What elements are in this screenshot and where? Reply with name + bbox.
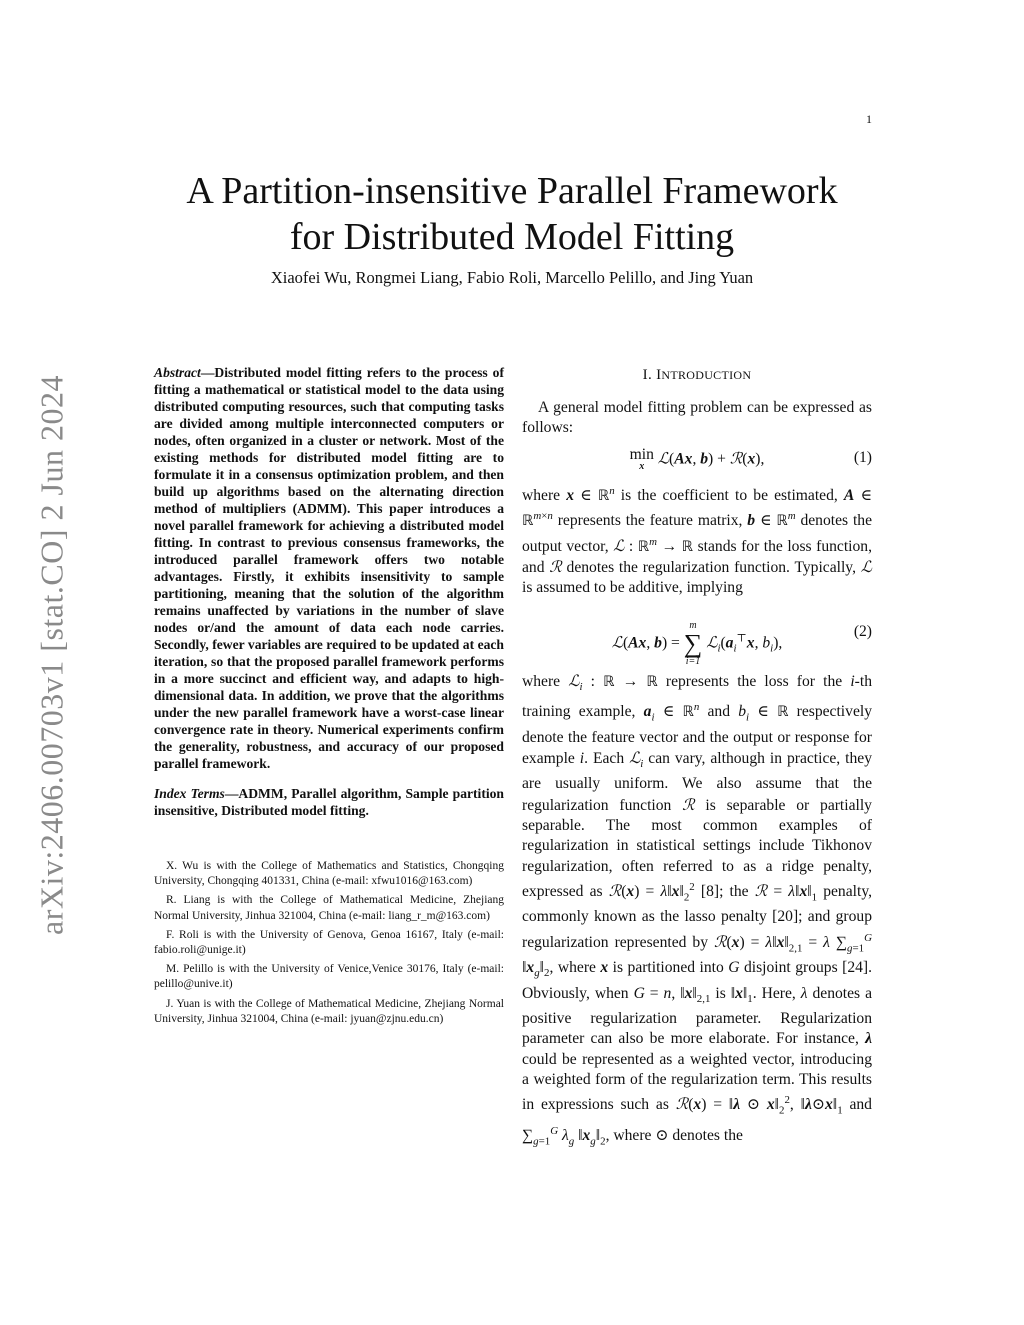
equation-1 <box>522 439 872 481</box>
intro-paragraph-2: where x ∈ ℝ$^n$ is the coefficient to be estimated, A ∈ ℝ$^{m\times n}$ represents the feature matrix, b ∈ ℝ$^m$ denotes the output vector, ℒ : ℝ$^m$ → ℝ stands for the loss function, and ℛ denotes the regularization function. Typically, ℒ is assumed to be additive, implying <box>522 484 873 597</box>
section-title-rest: NTRODUCTION <box>661 368 752 382</box>
footnote-yuan: J. Yuan is with the College of Mathematical Medicine, Zhejiang Normal University, Jinhua 321004, China (e-mail: jyuan@zjnu.edu.cn) <box>154 997 504 1025</box>
footnote-wu: X. Wu is with the College of Mathematics and Statistics, Chongqing University, Chongqing 401331, China (e-mail: xfwu1016@163.com) <box>154 860 504 888</box>
footnote-liang: R. Liang is with the College of Mathematical Medicine, Zhejiang Normal University, Jinhua 321004, China (e-mail: liang_r_m@163.com) <box>154 894 504 922</box>
abstract-lead: Abstract <box>154 365 201 380</box>
section-title-initial: I <box>656 367 662 383</box>
left-column <box>154 364 504 1031</box>
section-heading-introduction <box>522 367 872 384</box>
index-terms <box>154 785 504 819</box>
intro-paragraph-1: A general model fitting problem can be expressed as follows: <box>522 399 872 437</box>
title-line-1: A Partition-insensitive Parallel Framework <box>186 170 838 212</box>
abstract <box>154 364 504 772</box>
footnote-roli: F. Roli is with the University of Genova, Genoa 16167, Italy (e-mail: fabio.roli@unige.it) <box>154 928 504 957</box>
equation-2-number: (2) <box>853 622 872 640</box>
equation-1-number: (1) <box>853 448 872 466</box>
equation-1-body: min x ℒ(Ax, b) + ℛ(x), <box>629 445 765 473</box>
section-numeral: I. <box>642 367 653 383</box>
page-number: 1 <box>866 112 872 126</box>
footnote-pelillo: M. Pelillo is with the University of Venice,Venice 30176, Italy (e-mail: pelillo@unive.it) <box>154 963 504 991</box>
title-line-2: for Distributed Model Fitting <box>289 216 735 258</box>
equation-2-body: ℒ(Ax, b) = m ∑ i=1 $ℒ_i(a_i^⊤x$, $b_i$), <box>611 619 783 667</box>
paper-title <box>0 168 1024 260</box>
right-column <box>522 364 872 1152</box>
intro-paragraph-3: where ℒ$_i$ : ℝ → ℝ represents the loss for the i-th training example, $a_i$ ∈ ℝ$^n$ and $b_i$ ∈ ℝ respectively denote the feature vector and the output or response for example i. Each ℒ$_i$ can vary, although in practice, they are usually uniform. We also assume that the regularization function ℛ is separable or partially separable. The most common examples of regularization in statistical settings include Tikhonov regularization, often referred to as a ridge penalty, expressed as ℛ(x) = $\lambda‖x‖_2^2$ [8]; the ℛ = $\lambda‖x‖_1$ penalty, commonly known as the lasso penalty [20]; and group regularization represented by ℛ(x) = $\lambda‖x‖_{2,1} = \lambda$ $\sum_{g=1}^G$ $‖x_g‖_2$, where x is partitioned into G disjoint groups [24]. Obviously, when G = n, $‖x‖_{2,1}$ is $‖x‖_1$. Here, λ denotes a positive regularization parameter. Regularization parameter can also be more elaborate. For instance, λ could be represented as a weighted vector, introducing a weighted form of the regularization term. This results in expressions such as ℛ(x) = ‖λ ⊙ $x‖_2^2$, $‖\lambda⊙x‖_1$ and $\sum_{g=1}^G$ $\lambda_g$ $‖x_g‖_2$, where ⊙ denotes the <box>522 671 873 1148</box>
author-affiliations <box>154 859 504 1027</box>
author-list: Xiaofei Wu, Rongmei Liang, Fabio Roli, Marcello Pelillo, and Jing Yuan <box>270 268 754 287</box>
equation-2 <box>522 599 872 671</box>
index-terms-text: —ADMM, Parallel algorithm, Sample partition insensitive, Distributed model fitting. <box>154 786 504 818</box>
arxiv-identifier-stamp: arXiv:2406.00703v1 [stat.CO] 2 Jun 2024 <box>33 375 70 935</box>
abstract-text: —Distributed model fitting refers to the process of fitting a mathematical or statistical model to the data using distributed computing resources, such that computing tasks are divided among multiple interconnected computers or nodes, often organized in a cluster or network. Most of the existing methods for distributed model fitting are to formulate it in a consensus optimization problem, and then build up algorithms based on the alternating direction method of multipliers (ADMM). This paper introduces a novel parallel framework for achieving a distributed model fitting. In contrast to previous consensus frameworks, the introduced parallel framework offers two notable advantages. Firstly, it exhibits insensitivity to sample partitioning, meaning that the solution of the algorithm remains unaffected by variations in the number of slave nodes or/and the amount of data each node carries. Secondly, fewer variables are required to be updated at each iteration, so that the proposed parallel framework performs in a more succinct and efficient way, and adapts to high-dimensional data. In addition, we prove that the algorithms under the new parallel framework have a worst-case linear convergence rate in theory. Numerical experiments confirm the generality, robustness, and accuracy of our proposed parallel framework. <box>154 365 504 771</box>
index-terms-lead: Index Terms <box>154 786 225 801</box>
